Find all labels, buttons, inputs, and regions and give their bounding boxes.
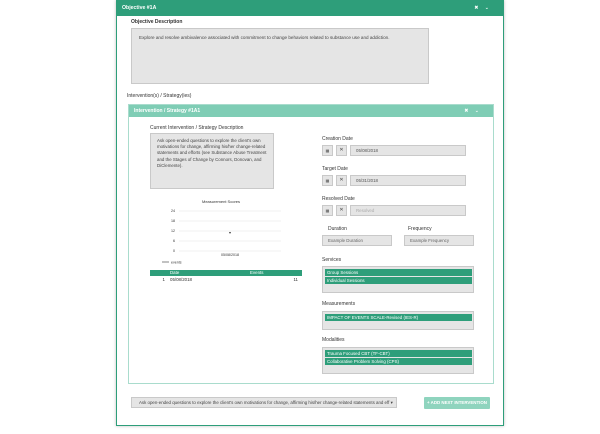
objective-title: Objective #1A [122,5,157,11]
clear-icon[interactable]: ✕ [336,205,347,216]
y-tick-label: 12 [171,229,175,234]
chart-points [229,232,231,234]
objective-header[interactable] [117,1,503,16]
y-tick-label: 0 [173,249,175,254]
current-intervention-field[interactable]: Ask open-ended questions to explore the client's own motivations for change, affirming his/her change-related statements and efforts (see Substance Abuse Treatment and the Stages of Change by Connors, Donovan, and DiClemente). [150,133,274,189]
service-tag[interactable]: Group Sessions [325,269,472,276]
intervention-title: Intervention / Strategy #1A1 [134,108,201,114]
intervention-header[interactable] [129,105,493,117]
frequency-label: Frequency [408,226,432,232]
duration-label: Duration [328,226,347,232]
table-cell: 11 [293,277,298,282]
table-cell: 05/08/2018 [170,277,192,282]
target-date-row [322,175,466,186]
table-header-cell: Events [250,270,264,275]
current-intervention-label: Current Intervention / Strategy Description [150,125,244,131]
measurement-chart [157,199,285,265]
objective-panel [116,0,504,426]
y-tick-label: 24 [171,209,175,214]
data-point [229,232,231,234]
chart-yticks [171,209,175,253]
service-tag[interactable]: Individual Sessions [325,277,472,284]
intervention-panel [128,104,494,384]
chart-grid [179,211,281,251]
calendar-icon[interactable]: ▦ [322,145,333,156]
modalities-label: Modalities [322,337,345,343]
resolved-date-row [322,205,466,216]
y-tick-label: 6 [173,239,175,244]
table-row [150,276,302,283]
objective-description-label: Objective Description [131,19,183,25]
modality-tag[interactable]: Collaborative Problem Solving (CPS) [325,358,472,365]
chart-legend [162,261,182,265]
table-header-cell: Date [170,270,180,275]
resolved-date-field[interactable]: Resolved [350,205,466,216]
clear-icon[interactable]: ✕ [336,175,347,186]
y-tick-label: 18 [171,219,175,224]
calendar-icon[interactable]: ▦ [322,175,333,186]
x-tick-label: 05/08/2018 [221,253,239,257]
add-next-intervention-button[interactable]: + ADD NEXT INTERVENTION [424,397,490,409]
frequency-field[interactable]: Example Frequency [404,235,474,246]
modality-tag[interactable]: Trauma Focused CBT (TF-CBT) [325,350,472,357]
creation-date-field[interactable]: 05/08/2018 [350,145,466,156]
interventions-label: Intervention(s) / Strategy(ies) [127,93,192,99]
services-label: Services [322,257,342,263]
legend-label: events [171,260,182,265]
measurements-label: Measurements [322,301,356,307]
chevron-down-icon[interactable]: ⌄ [474,108,479,114]
measurement-tag[interactable]: IMPACT OF EVENTS SCALE-Revised (IES-R) [325,314,472,321]
close-icon[interactable]: ✖ [474,5,479,11]
measurements-box[interactable] [322,311,474,330]
table-cell: 1 [162,277,165,282]
intervention-select[interactable]: Ask open-ended questions to explore the client's own motivations for change, affirming his/her change-related statements and eff ▾ [131,397,397,408]
services-box[interactable] [322,266,474,293]
resolved-date-label: Resolved Date [322,196,355,202]
chart-xticks [221,253,239,257]
creation-date-label: Creation Date [322,136,353,142]
creation-date-row [322,145,466,156]
modalities-box[interactable] [322,347,474,374]
chevron-down-icon[interactable]: ⌄ [484,5,489,11]
target-date-field[interactable]: 05/31/2018 [350,175,466,186]
events-table [150,270,302,283]
chart-title: Measurement Scores [201,199,241,204]
objective-description-field[interactable]: Explore and resolve ambivalence associated with commitment to change behaviors related to substance use and addiction. [131,28,429,84]
close-icon[interactable]: ✖ [464,108,469,114]
clear-icon[interactable]: ✕ [336,145,347,156]
target-date-label: Target Date [322,166,348,172]
duration-field[interactable]: Example Duration [322,235,392,246]
calendar-icon[interactable]: ▦ [322,205,333,216]
